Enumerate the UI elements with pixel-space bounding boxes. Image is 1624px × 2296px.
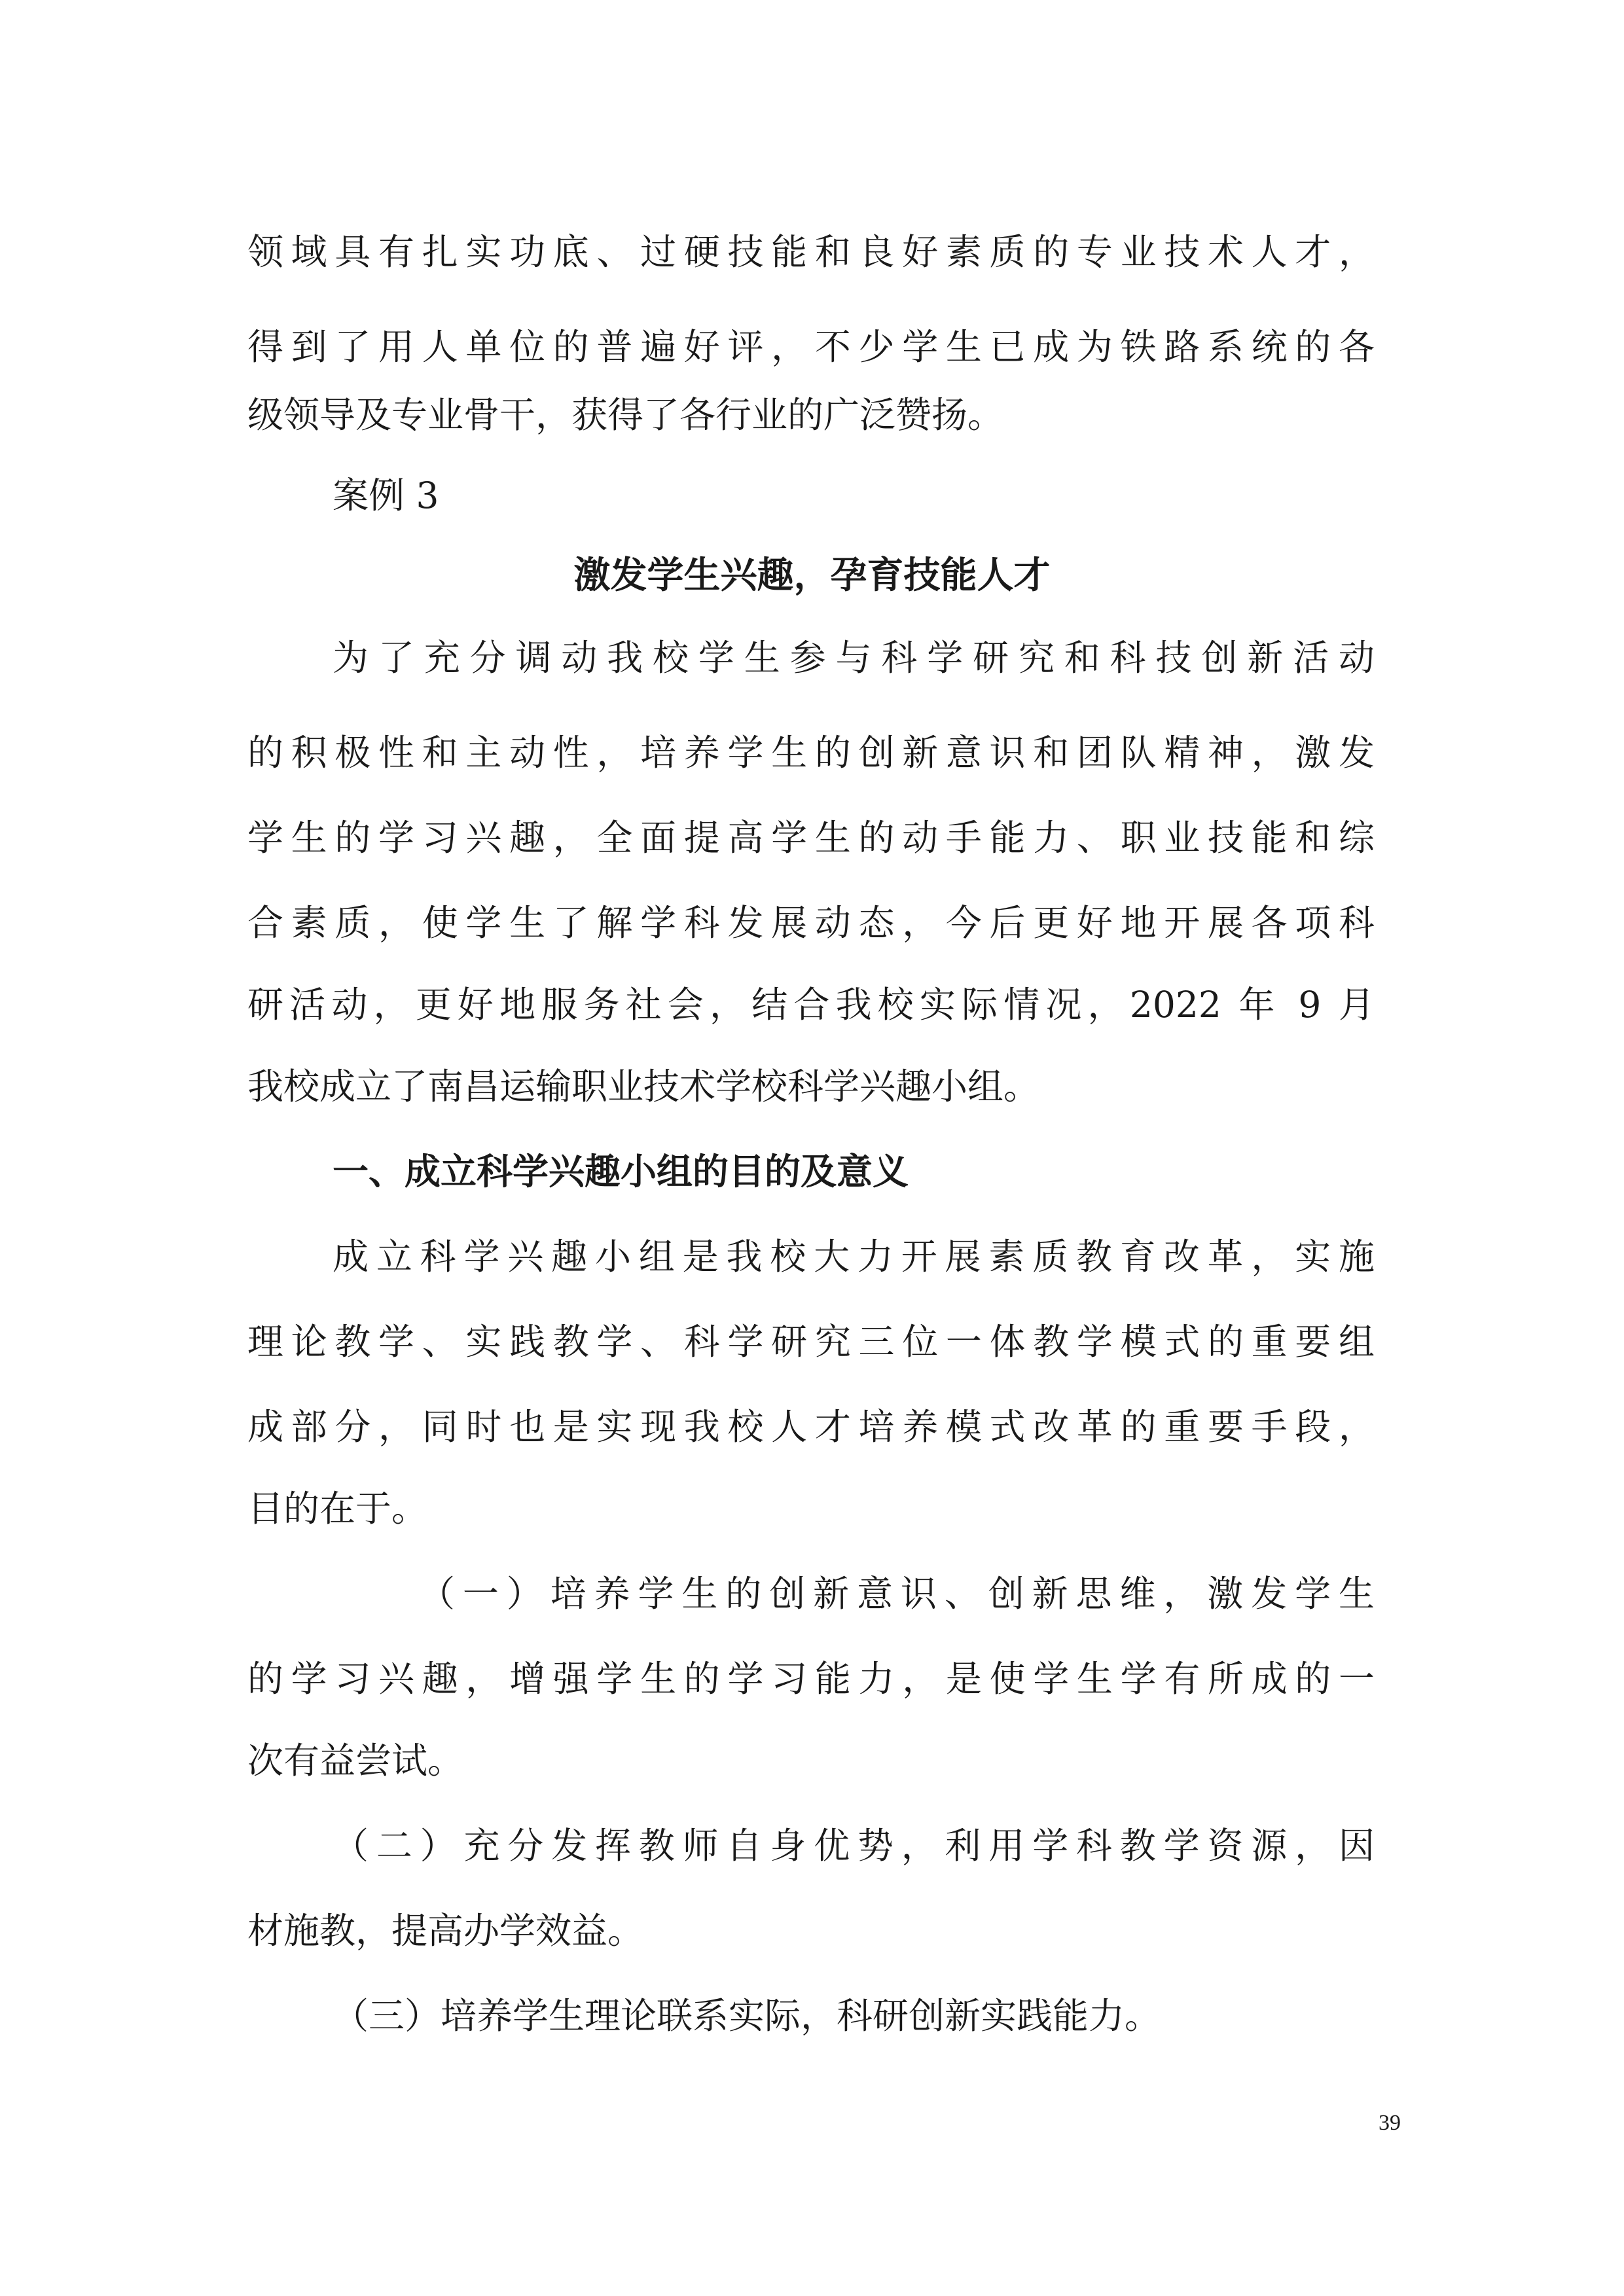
paragraph-line: 为了充分调动我校学生参与科学研究和科技创新活动 xyxy=(333,637,1375,679)
paragraph-line: 研活动，更好地服务社会，结合我校实际情况，2022 年 9 月 xyxy=(247,984,1375,1026)
case-label: 案例 3 xyxy=(333,475,439,516)
paragraph-line: 领域具有扎实功底、过硬技能和良好素质的专业技术人才， xyxy=(247,231,1375,273)
list-item-line: 的学习兴趣，增强学生的学习能力，是使学生学有所成的一 xyxy=(247,1658,1375,1700)
paragraph-line: 成立科学兴趣小组是我校大力开展素质教育改革，实施 xyxy=(333,1236,1375,1278)
list-item-line: （二）充分发挥教师自身优势，利用学科教学资源，因 xyxy=(333,1825,1375,1867)
list-item-line: （三）培养学生理论联系实际，科研创新实践能力。 xyxy=(333,1995,1161,2037)
paragraph-line: 的积极性和主动性，培养学生的创新意识和团队精神，激发 xyxy=(247,732,1375,774)
paragraph-line: 级领导及专业骨干，获得了各行业的广泛赞扬。 xyxy=(247,394,1004,436)
paragraph-line: 目的在于。 xyxy=(247,1488,428,1530)
paragraph-line: 得到了用人单位的普遍好评，不少学生已成为铁路系统的各 xyxy=(247,326,1375,368)
section-title: 激发学生兴趣，孕育技能人才 xyxy=(573,554,1051,597)
subheading: 一、成立科学兴趣小组的目的及意义 xyxy=(333,1151,909,1193)
page-number: 39 xyxy=(1379,2111,1401,2135)
list-item-line: 次有益尝试。 xyxy=(247,1740,464,1782)
paragraph-line: 学生的学习兴趣，全面提高学生的动手能力、职业技能和综 xyxy=(247,817,1375,859)
list-item-line: （一）培养学生的创新意识、创新思维，激发学生 xyxy=(419,1573,1375,1615)
paragraph-line: 合素质，使学生了解学科发展动态，今后更好地开展各项科 xyxy=(247,902,1375,944)
list-item-line: 材施教，提高办学效益。 xyxy=(247,1910,644,1952)
paragraph-line: 理论教学、实践教学、科学研究三位一体教学模式的重要组 xyxy=(247,1321,1375,1363)
paragraph-line: 我校成立了南昌运输职业技术学校科学兴趣小组。 xyxy=(247,1066,1040,1107)
paragraph-line: 成部分，同时也是实现我校人才培养模式改革的重要手段， xyxy=(247,1406,1375,1448)
